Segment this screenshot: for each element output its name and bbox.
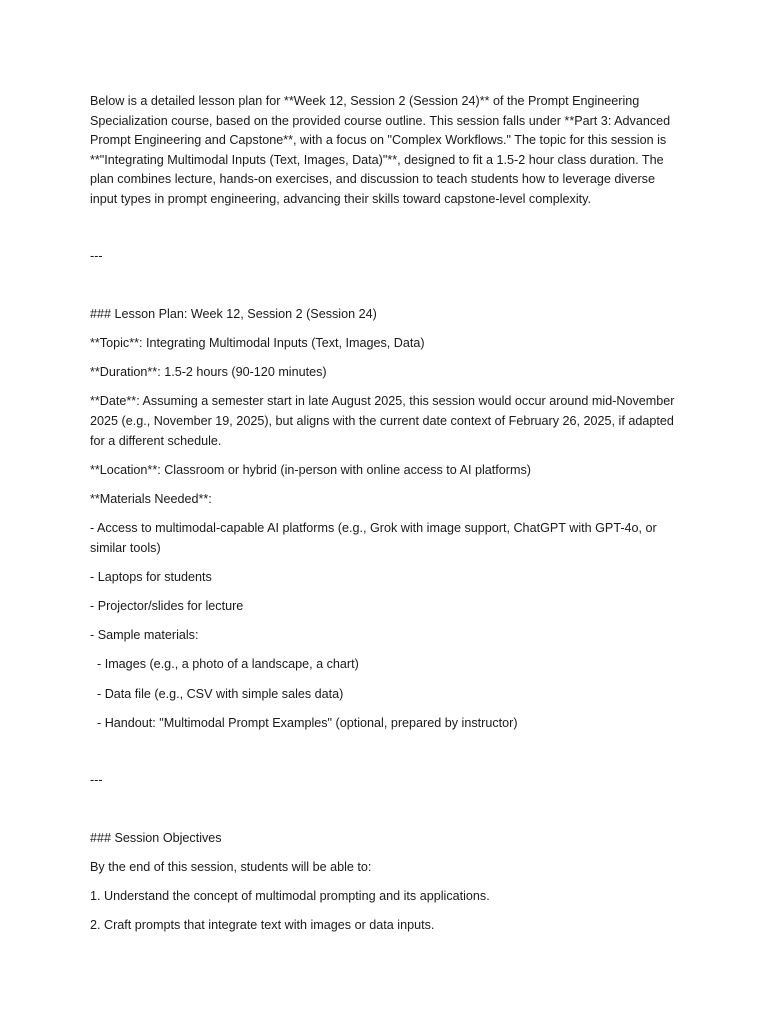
intro-paragraph: Below is a detailed lesson plan for **Week 12, Session 2 (Session 24)** of the Prompt Engineering Specialization course, based on the provided course outline. This session falls under **Part 3: Advanced Prompt Engineering and Capstone**, with a focus on "Complex Workflows." The topic for this session is **"Integrating Multimodal Inputs (Text, Images, Data)"**, designed to fit a 1.5-2 hour class duration. The plan combines lecture, hands-on exercises, and discussion to teach students how to leverage diverse input types in prompt engineering, advancing their skills toward capstone-level complexity.: [90, 94, 674, 206]
topic-line: **Topic**: Integrating Multimodal Inputs (Text, Images, Data): [90, 335, 425, 350]
materials-subitem: - Images (e.g., a photo of a landscape, a chart): [90, 657, 359, 672]
objectives-intro: By the end of this session, students will be able to:: [90, 859, 372, 874]
location-line: **Location**: Classroom or hybrid (in-person with online access to AI platforms): [90, 462, 531, 477]
objectives-heading: ### Session Objectives: [90, 830, 222, 845]
materials-item: - Sample materials:: [90, 628, 199, 643]
spacer: [90, 219, 682, 247]
document-page: [90, 92, 682, 945]
materials-heading: **Materials Needed**:: [90, 491, 212, 506]
objective-item: 1. Understand the concept of multimodal prompting and its applications.: [90, 888, 490, 903]
duration-line: **Duration**: 1.5-2 hours (90-120 minutes): [90, 365, 327, 380]
materials-subitem: - Data file (e.g., CSV with simple sales data): [90, 686, 344, 701]
date-paragraph: **Date**: Assuming a semester start in late August 2025, this session would occur around mid-November 2025 (e.g., November 19, 2025), but aligns with the current date context of February 26, 2025, if adapted for a different schedule.: [90, 394, 679, 448]
spacer: [90, 743, 682, 771]
spacer: [90, 267, 682, 305]
separator: ---: [90, 772, 103, 787]
materials-item: - Laptops for students: [90, 569, 212, 584]
materials-item: - Access to multimodal-capable AI platforms (e.g., Grok with image support, ChatGPT with GPT-4o, or similar tools): [90, 521, 661, 555]
materials-item: - Projector/slides for lecture: [90, 599, 244, 614]
separator: ---: [90, 249, 103, 264]
lesson-plan-heading: ### Lesson Plan: Week 12, Session 2 (Session 24): [90, 306, 377, 321]
objective-item: 2. Craft prompts that integrate text with images or data inputs.: [90, 918, 435, 933]
spacer: [90, 791, 682, 829]
materials-subitem: - Handout: "Multimodal Prompt Examples" (optional, prepared by instructor): [90, 715, 518, 730]
